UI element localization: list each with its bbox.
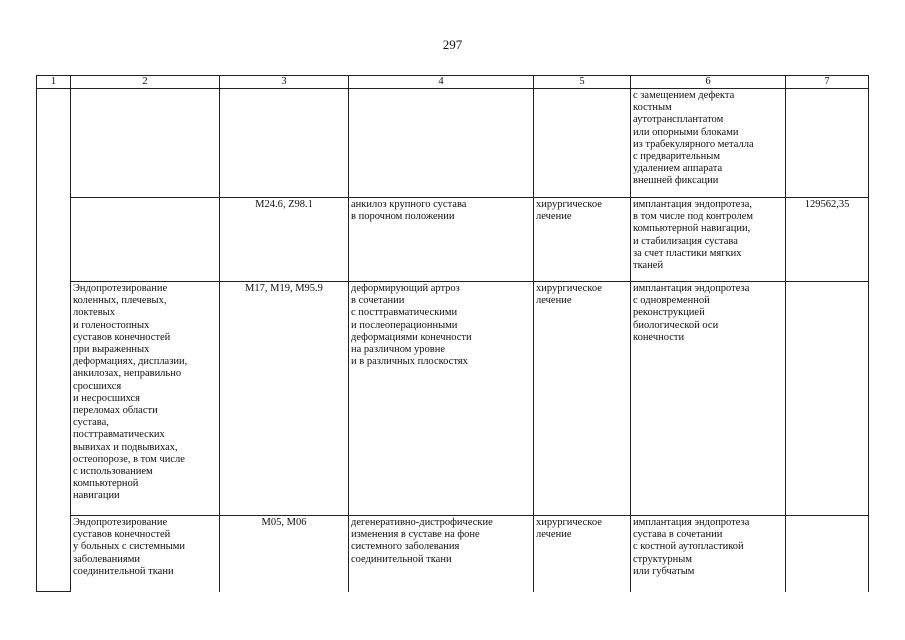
column-number-4: 4 (349, 76, 534, 89)
treatment-type-cell: хирургическое лечение (534, 282, 631, 516)
page-number: 297 (442, 37, 463, 52)
condition-cell: деформирующий артроз в сочетании с посттравматическими и послеоперационными деформациями конечности на различном уровне и в различных плоскостях (349, 282, 534, 516)
cost-cell: 129562,35 (786, 198, 869, 282)
cost-cell (786, 89, 869, 198)
column-number-5: 5 (534, 76, 631, 89)
condition-cell: анкилоз крупного сустава в порочном положении (349, 198, 534, 282)
treatment-type-cell (534, 89, 631, 198)
method-cell: Эндопротезирование коленных, плечевых, локтевых и голеностопных суставов конечностей при выраженных деформациях, дисплазии, анкилозах, неправильно сросшихся и несросшихся переломах области сустава, посттравматических вывихах и подвывихах, остеопорозе, в том числе с использованием компьютерной навигации (71, 282, 220, 516)
method-cell (71, 89, 220, 198)
table-row (37, 516, 869, 592)
document-table (36, 75, 869, 592)
column-number-2: 2 (71, 76, 220, 89)
cost-cell (786, 282, 869, 516)
treatment-type-cell: хирургическое лечение (534, 516, 631, 592)
codes-cell: M17, M19, M95.9 (220, 282, 349, 516)
method-cell (71, 198, 220, 282)
column-number-1: 1 (37, 76, 71, 89)
treatment-type-cell: хирургическое лечение (534, 198, 631, 282)
cost-cell (786, 516, 869, 592)
table-row (37, 282, 869, 516)
column-number-6: 6 (631, 76, 786, 89)
treatment-model-cell: с замещением дефекта костным аутотрансплантатом или опорными блоками из трабекулярного металла с предварительным удалением аппарата внешней фиксации (631, 89, 786, 198)
codes-cell: M24.6, Z98.1 (220, 198, 349, 282)
column-number-7: 7 (786, 76, 869, 89)
table-header-row (37, 76, 869, 89)
codes-cell: M05, M06 (220, 516, 349, 592)
condition-cell: дегенеративно-дистрофические изменения в суставе на фоне системного заболевания соединительной ткани (349, 516, 534, 592)
table-row (37, 198, 869, 282)
column-number-3: 3 (220, 76, 349, 89)
codes-cell (220, 89, 349, 198)
treatment-model-cell: имплантация эндопротеза, в том числе под контролем компьютерной навигации, и стабилизация сустава за счет пластики мягких тканей (631, 198, 786, 282)
table-row (37, 89, 869, 198)
treatment-model-cell: имплантация эндопротеза сустава в сочетании с костной аутопластикой структурным или губчатым (631, 516, 786, 592)
condition-cell (349, 89, 534, 198)
treatment-model-cell: имплантация эндопротеза с одновременной реконструкцией биологической оси конечности (631, 282, 786, 516)
row-number-cell (37, 89, 71, 592)
method-cell: Эндопротезирование суставов конечностей у больных с системными заболеваниями соединительной ткани (71, 516, 220, 592)
